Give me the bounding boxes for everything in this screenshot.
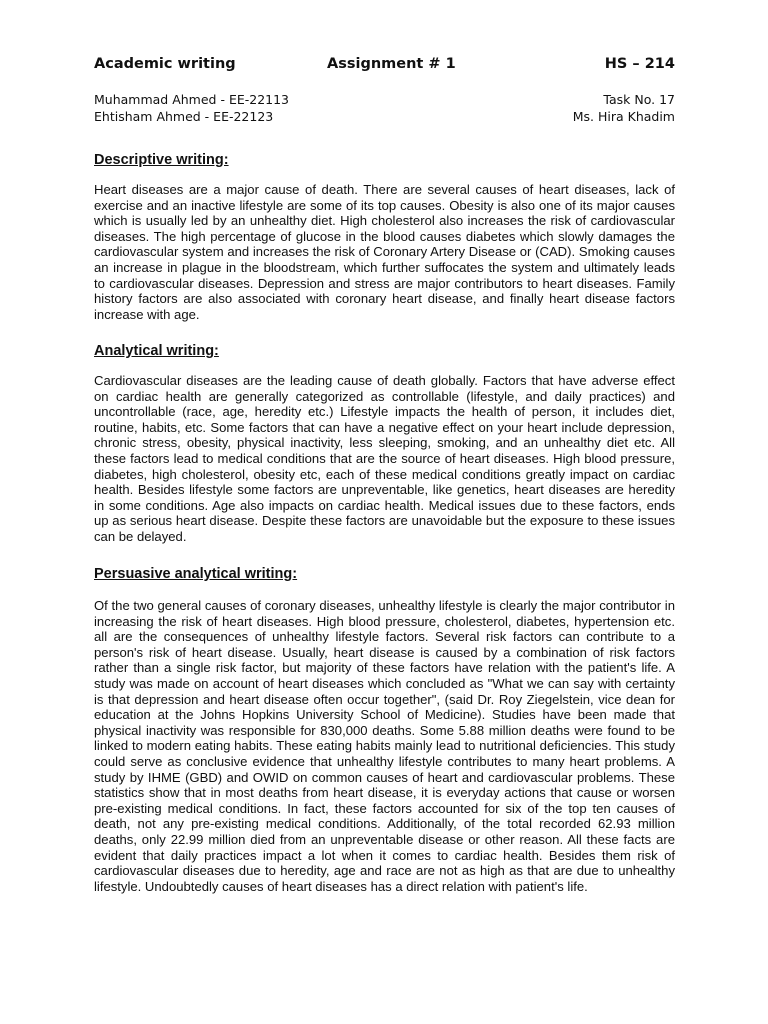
section-heading: Analytical writing: xyxy=(94,343,219,359)
section-analytical xyxy=(94,342,675,545)
author-1: Muhammad Ahmed - EE-22113 xyxy=(94,92,290,107)
section-descriptive xyxy=(94,151,675,322)
section-heading: Persuasive analytical writing: xyxy=(94,566,298,582)
course-code: HS – 214 xyxy=(604,56,675,72)
section-persuasive xyxy=(94,565,675,894)
header-title-row xyxy=(94,56,675,76)
instructor-name: Ms. Hira Khadim xyxy=(572,109,675,124)
assignment-number: Assignment # 1 xyxy=(327,56,456,72)
header-info-row-1 xyxy=(94,92,675,110)
section-body: Cardiovascular diseases are the leading cause of death globally. Factors that have adverse effect on cardiac health are generally categorized as controllable (lifestyle, and daily practices) and uncontrollable (race, age, heredity etc.) Lifestyle impacts the health of person, it includes diet, routine, habits, etc. Some factors that can have a negative effect on your heart include depression, chronic stress, obesity, physical inactivity, less sleeping, smoking, and an unhealthy diet etc. All these factors lead to medical conditions that are the source of heart diseases. High blood pressure, diabetes, high cholesterol, obesity etc, each of these medical conditions greatly impact on cardiac health. Besides lifestyle some factors are unpreventable, like genetics, heart diseases are heredity in some conditions. Age also impacts on cardiac health. Medical issues due to these factors, ends up as serious heart disease. Despite these factors are unavoidable but the exposure to these issues can be delayed. xyxy=(94,373,675,544)
section-body: Heart diseases are a major cause of death. There are several causes of heart diseases, lack of exercise and an inactive lifestyle are some of its top causes. Obesity is also one of its major causes which is usually led by an unhealthy diet. High cholesterol also increases the risk of cardiovascular diseases. The high percentage of glucose in the blood causes diabetes which slowly damages the cardiovascular system and increases the risk of Coronary Artery Disease or (CAD). Smoking causes an increase in plague in the bloodstream, which further suffocates the system and ultimately leads to cardiovascular diseases. Depression and stress are major contributors to heart diseases. Family history factors are also associated with coronary heart disease, and finally heart disease factors increase with age. xyxy=(94,182,675,322)
author-2: Ehtisham Ahmed - EE-22123 xyxy=(94,109,274,124)
task-number: Task No. 17 xyxy=(603,92,675,107)
section-heading: Descriptive writing: xyxy=(94,152,229,168)
section-body: Of the two general causes of coronary diseases, unhealthy lifestyle is clearly the major contributor in increasing the risk of heart diseases. High blood pressure, cholesterol, diabetes, hypertension etc. all are the consequences of unhealthy lifestyle factors. Several risk factors can contribute to a person's risk of heart disease. Usually, heart disease is caused by a combination of risk factors rather than a single risk factor, but majority of these factors have relation with the patient's life. A study was made on account of heart diseases which concluded as "What we can say with certainty is that depression and heart disease often occur together", (said Dr. Roy Ziegelstein, vice dean for education at the Johns Hopkins University School of Medicine). Studies have been made that physical inactivity was responsible for 830,000 deaths. Some 5.88 million deaths were found to be linked to modern eating habits. These eating habits mainly lead to nutritional deficiencies. This study could serve as conclusive evidence that unhealthy lifestyle contributes to many heart problems. A study by IHME (GBD) and OWID on common causes of heart and cardiovascular problems. These statistics show that in most deaths from heart disease, it is everyday actions that cause or worsen pre-existing medical conditions. In fact, these factors accounted for six of the top ten causes of death, not any pre-existing medical conditions. Additionally, of the total recorded 62.93 million deaths, only 22.99 million died from an unpreventable disease or other reason. All these facts are evident that daily practices impact a lot when it comes to cardiac health. Besides them risk of cardiovascular diseases due to heredity, age and race are not as high as that are due to unhealthy lifestyle. Undoubtedly causes of heart diseases has a direct relation with patient's life. xyxy=(94,598,675,894)
header-info-row-2 xyxy=(94,109,675,127)
course-title: Academic writing xyxy=(94,56,236,72)
